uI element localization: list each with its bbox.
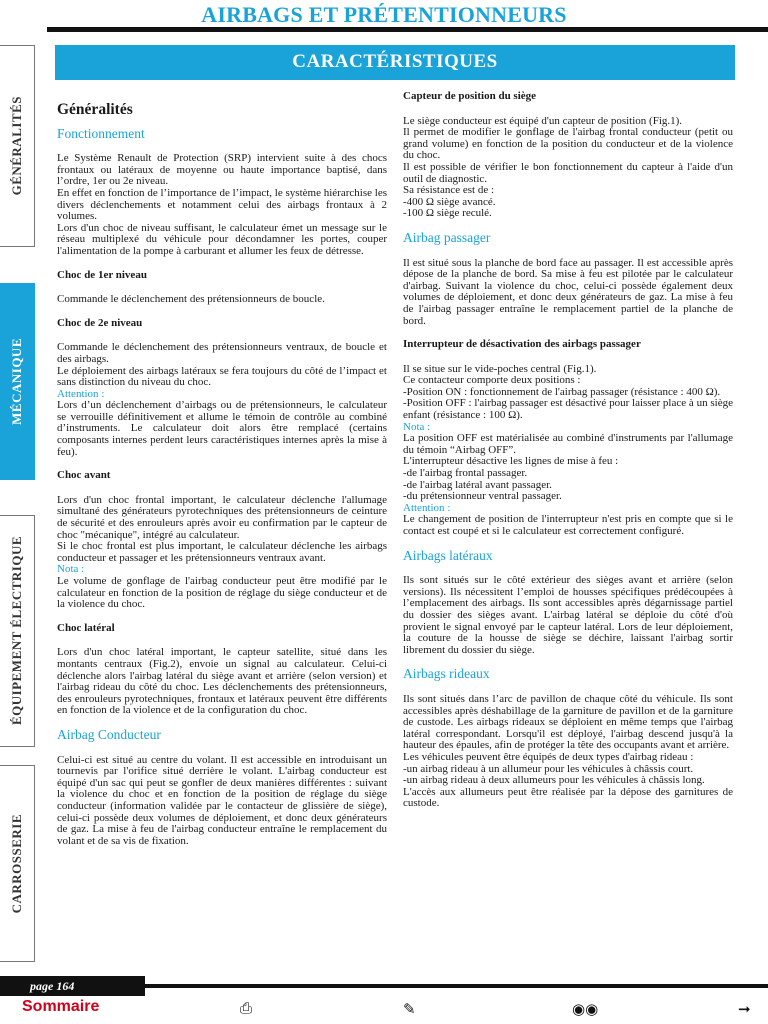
print-icon[interactable]: ⎙ <box>240 1001 253 1017</box>
nota-label: Nota : <box>403 420 431 433</box>
paragraph: Le changement de position de l'interrupteur n'est pris en compte que si le contact est coupé et si le calculateur est correctement configuré. <box>403 513 733 537</box>
heading-airbags-lateraux: Airbags latéraux <box>403 547 493 563</box>
tab-generalites[interactable]: GÉNÉRALITÉS <box>0 45 35 247</box>
paragraph: Ce contacteur comporte deux positions : <box>403 374 581 387</box>
paragraph: Sa résistance est de : <box>403 184 495 197</box>
paragraph: Le volume de gonflage de l'airbag conducteur peut être modifié par le calculateur en fonction de la position de réglage du siège conducteur et de la violence du choc. <box>57 575 387 611</box>
page-number: page 164 <box>0 976 145 996</box>
heading-choc-1: Choc de 1er niveau <box>57 268 147 281</box>
paragraph: Il est possible de vérifier le bon fonctionnement du capteur à l'aide d'un outil de diagnostic. <box>403 160 733 185</box>
paragraph: Si le choc frontal est plus important, le calculateur déclenche les airbags conducteur et passager et les prétensionneurs ventraux avant. <box>57 540 387 564</box>
paragraph: Lors d'un choc latéral important, le capteur satellite, situé dans les montants centraux (Fig.2), envoie un signal au calculateur. Celui-ci déclenche alors l'airbag latéral du siège avant et arrière (selon version) et l'airbag rideau du côté du choc. Les déclenchements des prétensionneurs, des enrouleurs pyrotechniques, frontaux et latéraux peuvent être différents en fonction de la violence et de la configuration du choc. <box>57 646 387 717</box>
paragraph: Ils sont situés dans l’arc de pavillon de chaque côté du véhicule. Ils sont accessibles après déshabillage de la garniture de pavillon et de la garniture de custode. Les airbags rideaux se déploient en même temps que l'airbag latéral correspondant. Lorsqu'il est déployé, l'airbag descend jusqu'à la hauteur des épaules, afin de protéger la tête des occupants avant et arrière. <box>403 692 733 752</box>
paragraph: -400 Ω siège avancé. <box>403 195 496 208</box>
paragraph: -Position ON : fonctionnement de l'airbag passager (résistance : 400 Ω). <box>403 385 721 398</box>
paragraph: Le Système Renault de Protection (SRP) intervient suite à des chocs frontaux ou latéraux de moyenne ou haute importance baptisé, dans l’ordre, 1er ou 2e niveau. <box>57 152 387 188</box>
heading-choc-2: Choc de 2e niveau <box>57 316 143 329</box>
section-banner: CARACTÉRISTIQUES <box>55 45 735 80</box>
paragraph: -100 Ω siège reculé. <box>403 207 492 220</box>
paragraph: Le siège conducteur est équipé d'un capteur de position (Fig.1). <box>403 114 683 127</box>
paragraph: En effet en fonction de l’importance de l’impact, le système hiérarchise les divers déclenchements et notamment celui des airbags frontaux à 2 volumes. <box>57 186 387 223</box>
heading-interrupteur: Interrupteur de désactivation des airbags passager <box>403 338 641 351</box>
heading-generalites: Généralités <box>57 101 133 118</box>
sommaire-link[interactable]: Sommaire <box>22 998 100 1015</box>
paragraph: Ils sont situés sur le côté extérieur des sièges avant et arrière (selon versions). Ils nécessitent l’emploi de housses spécifiques prédécoupées à l’emplacement des airbags. Ils sont accessibles après dégarnissage partiel du dossier des sièges avant. L'airbag latéral se déploie du côté d'où provient le signal envoyé par le capteur latéral. Lors de leur déploiement, la couture de la housse de siège se déchire, laissant l'airbag sortir librement du dossier du siège. <box>403 574 733 656</box>
paragraph: -de l'airbag frontal passager. <box>403 467 528 480</box>
heading-airbag-passager: Airbag passager <box>403 229 491 245</box>
paragraph: Le déploiement des airbags latéraux se fera toujours du côté de l’impact et sans distinction du niveau du choc. <box>57 364 387 389</box>
paragraph: -de l'airbag latéral avant passager. <box>403 478 552 491</box>
heading-choc-avant: Choc avant <box>57 469 111 482</box>
paragraph: Il permet de modifier le gonflage de l'airbag frontal conducteur (petit ou grand volume) en fonction de la position du conducteur et de la violence du choc. <box>403 126 733 162</box>
right-column <box>403 91 733 810</box>
paragraph: Celui-ci est situé au centre du volant. Il est accessible en introduisant un tournevis par l'orifice situé derrière le volant. L'airbag conducteur est équipé d'un sac qui peut se gonfler de deux manières différentes : suivant la violence du choc et en fonction de la position de réglage du siège conducteur (information validée par le contacteur de glissière de siège), celui-ci possède deux volumes de déploiement, et donc deux générateurs de gaz. La mise à feu de l'airbag conducteur entraîne le remplacement du volant et de sa vis de fixation. <box>57 753 387 847</box>
heading-airbag-conducteur: Airbag Conducteur <box>57 726 161 742</box>
attention-label: Attention : <box>57 387 105 400</box>
paragraph: -un airbag rideau à deux allumeurs pour les véhicules à châssis long. <box>403 774 705 787</box>
paragraph: L'accès aux allumeurs peut être réalisée par la dépose des garnitures de custode. <box>403 785 733 810</box>
paragraph: Il est situé sous la planche de bord face au passager. Il est accessible après dépose de la planche de bord. Sa mise à feu est pilotée par le calculateur d'airbag. Suivant la violence du choc, celui-ci possède également deux volumes de déploiement, et donc deux générateurs de gaz. La mise à feu de l'airbag passager entraîne le remplacement partiel de la planche de bord. <box>403 256 733 327</box>
tab-carrosserie[interactable]: CARROSSERIE <box>0 765 35 962</box>
paragraph: Les véhicules peuvent être équipés de deux types d'airbag rideau : <box>403 750 694 763</box>
paragraph: Lors d'un choc de niveau suffisant, le calculateur émet un message sur le réseau multiplexé du véhicule pour décondamner les portes, couper l'alimentation de la pompe à carburant et allumer les feux de détresse. <box>57 221 387 257</box>
paragraph: -Position OFF : l'airbag passager est désactivé pour laisser place à un siège enfant (résistance : 100 Ω). <box>403 397 733 422</box>
paragraph: Commande le déclenchement des prétensionneurs de boucle. <box>57 293 325 306</box>
footer-rule <box>145 984 768 988</box>
paragraph: -un airbag rideau à un allumeur pour les véhicules à châssis court. <box>403 762 694 775</box>
paragraph: -du prétensionneur ventral passager. <box>403 490 562 503</box>
left-column <box>57 101 387 859</box>
heading-choc-lateral: Choc latéral <box>57 621 115 634</box>
paragraph: L'interrupteur désactive les lignes de mise à feu : <box>403 455 619 468</box>
next-arrow-icon[interactable]: ➞ <box>738 1002 751 1018</box>
heading-fonctionnement: Fonctionnement <box>57 125 145 141</box>
paragraph: Lors d'un choc frontal important, le calculateur déclenche l'allumage simultané des générateurs pyrotechniques des prétensionneurs de ceinture de sécurité et des enrouleurs après avoir eu confirmation par le capteur de choc "mécanique", intégré au calculateur. <box>57 493 387 541</box>
paragraph: Il se situe sur le vide-poches central (Fig.1). <box>403 362 597 375</box>
page-title: AIRBAGS ET PRÉTENTIONNEURS <box>201 2 567 27</box>
attention-label: Attention : <box>403 501 451 514</box>
binoculars-icon[interactable]: ◉◉ <box>572 1002 599 1018</box>
tab-mecanique[interactable]: MÉCANIQUE <box>0 283 35 480</box>
paragraph: Lors d’un déclenchement d’airbags ou de prétensionneurs, le calculateur se verrouille définitivement et allume le témoin de contrôle au combiné d’instruments. Le calculateur doit alors être remplacé (certains composants internes perdent leurs caractéristiques internes après la mise à feu). <box>57 399 387 458</box>
paragraph: Commande le déclenchement des prétensionneurs ventraux, de boucle et des airbags. <box>57 341 387 365</box>
header-rule <box>47 27 768 32</box>
paragraph: La position OFF est matérialisée au combiné d'instruments par l'allumage du témoin “Airbag OFF”. <box>403 432 733 456</box>
nota-label: Nota : <box>57 563 85 576</box>
heading-capteur-position: Capteur de position du siège <box>403 90 537 102</box>
edit-icon[interactable]: ✎ <box>403 1002 416 1018</box>
heading-airbags-rideaux: Airbags rideaux <box>403 666 490 682</box>
tab-equipement-electrique[interactable]: ÉQUIPEMENT ÉLECTRIQUE <box>0 515 35 747</box>
